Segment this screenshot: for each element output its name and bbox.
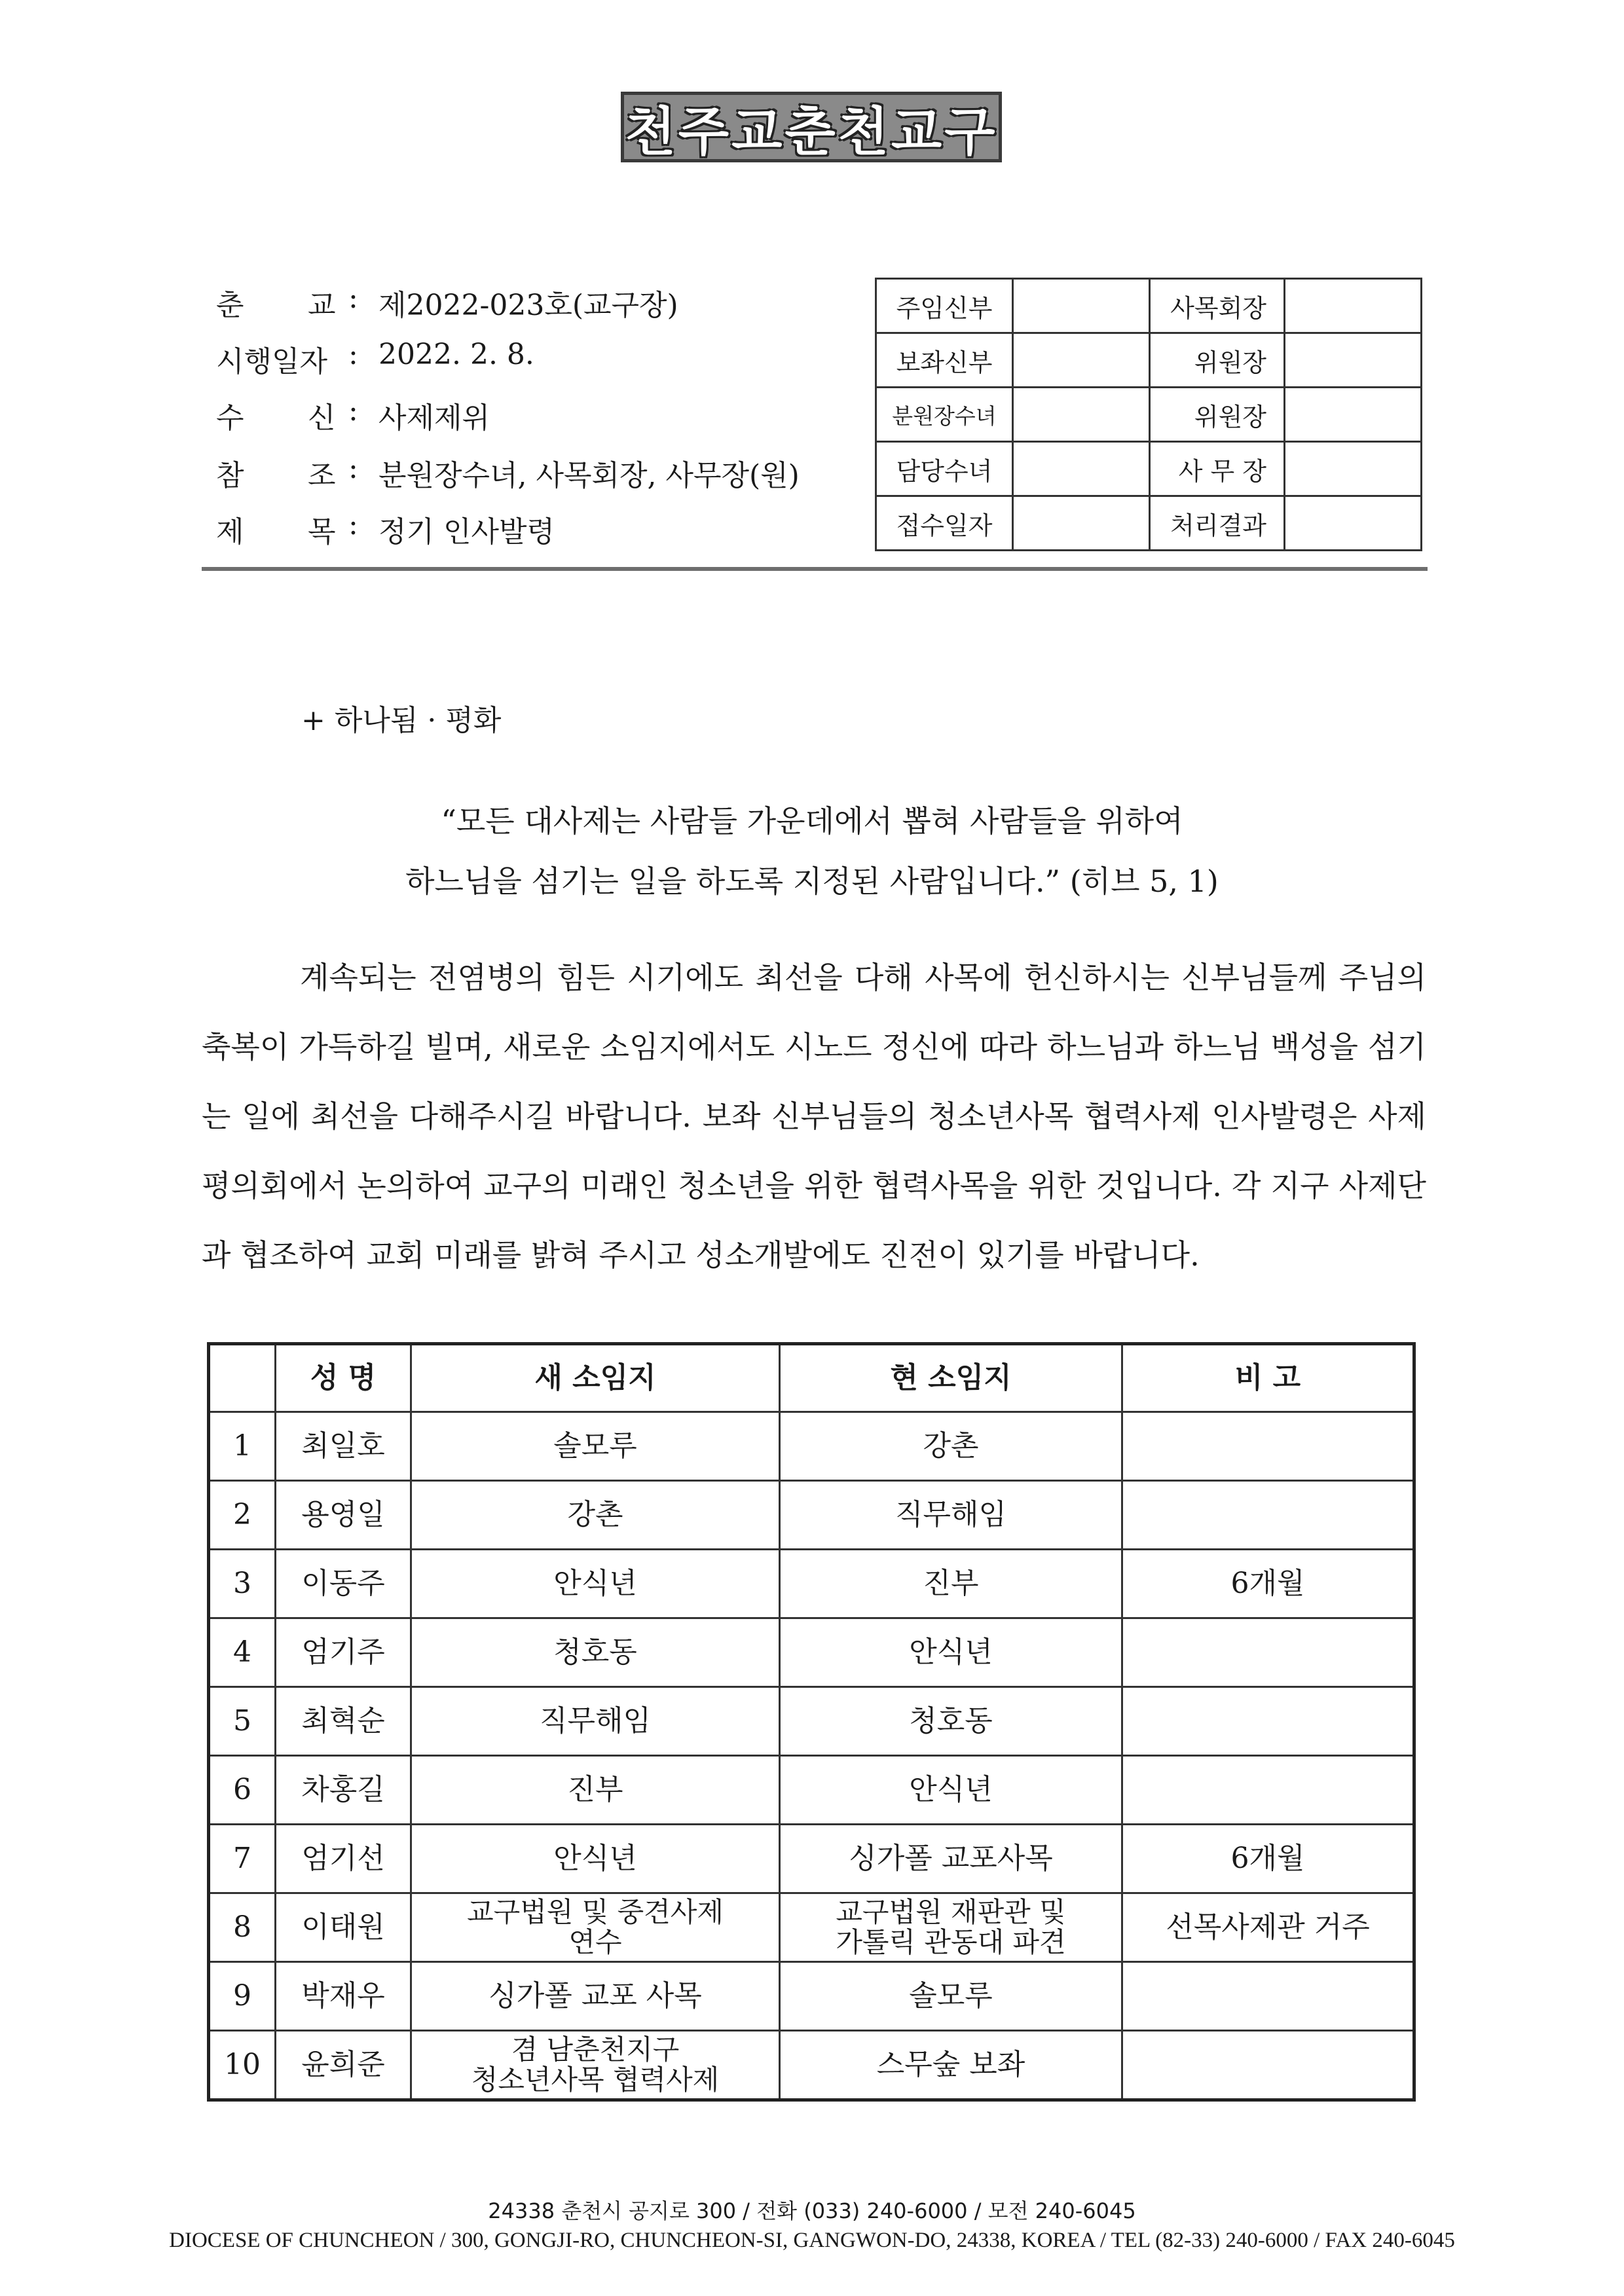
cell-line: 교구법원 및 중견사제 — [467, 1896, 724, 1928]
table-row — [209, 1825, 1414, 1893]
approval-signature-cell — [1285, 442, 1422, 496]
meta-label: 교 — [308, 289, 336, 322]
meta-label: 제 — [216, 515, 244, 549]
approval-signature-cell — [1013, 442, 1150, 496]
cell-remarks — [1122, 1687, 1414, 1756]
meta-label: 수 — [216, 401, 244, 435]
cell-number: 1 — [209, 1412, 276, 1481]
cell-new-assignment — [411, 2031, 780, 2100]
table-header-row — [209, 1344, 1414, 1412]
cell-number: 6 — [209, 1756, 276, 1825]
approval-label: 사목회장 — [1150, 279, 1285, 333]
cell-name: 차홍길 — [276, 1756, 411, 1825]
meta-colon: : — [348, 394, 358, 428]
meta-colon: : — [348, 338, 358, 371]
approval-signature-cell — [1013, 279, 1150, 333]
cell-remarks — [1122, 1618, 1414, 1687]
cell-number: 9 — [209, 1962, 276, 2031]
header-current-assignment: 현 소임지 — [780, 1344, 1122, 1412]
meta-value: 정기 인사발령 — [378, 515, 555, 549]
cell-number: 2 — [209, 1481, 276, 1550]
cell-line: 교구법원 재판관 및 — [836, 1896, 1066, 1928]
cell-new-assignment — [411, 1893, 780, 1962]
cell-number: 4 — [209, 1618, 276, 1687]
approval-signature-cell — [1285, 496, 1422, 551]
cell-name: 이동주 — [276, 1550, 411, 1618]
meta-label: 목 — [308, 515, 336, 549]
cell-current-assignment: 청호동 — [780, 1687, 1122, 1756]
meta-label: 조 — [308, 459, 336, 492]
cell-new-assignment: 안식년 — [411, 1825, 780, 1893]
cell-name: 이태원 — [276, 1893, 411, 1962]
cell-new-assignment: 직무해임 — [411, 1687, 780, 1756]
cell-current-assignment: 스무숲 보좌 — [780, 2031, 1122, 2100]
cell-remarks — [1122, 1412, 1414, 1481]
approval-signature-cell — [1013, 496, 1150, 551]
cell-remarks — [1122, 1756, 1414, 1825]
cell-current-assignment: 안식년 — [780, 1756, 1122, 1825]
cell-name: 최혁순 — [276, 1687, 411, 1756]
cell-current-assignment: 싱가폴 교포사목 — [780, 1825, 1122, 1893]
greeting: + 하나됨 · 평화 — [301, 704, 502, 737]
cell-new-assignment: 강촌 — [411, 1481, 780, 1550]
cell-current-assignment: 진부 — [780, 1550, 1122, 1618]
table-row — [209, 1962, 1414, 2031]
approval-label: 위원장 — [1150, 333, 1285, 388]
approval-row — [876, 388, 1422, 442]
masthead-title: 천주교춘천교구 — [625, 101, 998, 162]
approval-signature-cell — [1013, 388, 1150, 442]
header-number — [209, 1344, 276, 1412]
meta-value: 사제제위 — [378, 401, 490, 435]
meta-label: 시행일자 — [216, 345, 328, 378]
table-row — [209, 1550, 1414, 1618]
cell-number: 5 — [209, 1687, 276, 1756]
approval-label: 위원장 — [1150, 388, 1285, 442]
cell-new-assignment: 싱가폴 교포 사목 — [411, 1962, 780, 2031]
cell-name: 박재우 — [276, 1962, 411, 2031]
diocese-masthead — [621, 92, 1002, 162]
cell-new-assignment: 솔모루 — [411, 1412, 780, 1481]
approval-row — [876, 442, 1422, 496]
cell-current-assignment: 직무해임 — [780, 1481, 1122, 1550]
cell-number: 8 — [209, 1893, 276, 1962]
table-row — [209, 1481, 1414, 1550]
table-row — [209, 1687, 1414, 1756]
header-divider — [202, 567, 1428, 571]
cell-number: 10 — [209, 2031, 276, 2100]
footer-address-english: DIOCESE OF CHUNCHEON / 300, GONGJI-RO, CHUNCHEON-SI, GANGWON-DO, 24338, KOREA / TEL (82-33) 240-6000 / FAX 240-6045 — [169, 2229, 1455, 2252]
approval-row — [876, 333, 1422, 388]
personnel-table — [207, 1342, 1416, 2102]
cell-remarks — [1122, 1962, 1414, 2031]
cell-remarks: 선목사제관 거주 — [1122, 1893, 1414, 1962]
cell-name: 윤희준 — [276, 2031, 411, 2100]
meta-value: 분원장수녀, 사목회장, 사무장(원) — [378, 459, 800, 492]
meta-colon: : — [348, 508, 358, 541]
approval-box — [875, 278, 1422, 551]
approval-label: 사 무 장 — [1150, 442, 1285, 496]
cell-line: 연수 — [568, 1926, 622, 1958]
meta-value: 2022. 2. 8. — [378, 338, 534, 371]
cell-name: 용영일 — [276, 1481, 411, 1550]
meta-colon: : — [348, 452, 358, 485]
meta-label: 춘 — [216, 289, 244, 322]
approval-label: 처리결과 — [1150, 496, 1285, 551]
approval-signature-cell — [1013, 333, 1150, 388]
approval-row — [876, 279, 1422, 333]
table-row — [209, 1412, 1414, 1481]
approval-signature-cell — [1285, 388, 1422, 442]
approval-signature-cell — [1285, 333, 1422, 388]
cell-new-assignment: 진부 — [411, 1756, 780, 1825]
cell-new-assignment: 안식년 — [411, 1550, 780, 1618]
approval-label: 보좌신부 — [876, 333, 1013, 388]
meta-label: 신 — [308, 401, 336, 435]
cell-new-assignment: 청호동 — [411, 1618, 780, 1687]
approval-label: 주임신부 — [876, 279, 1013, 333]
cell-remarks — [1122, 1481, 1414, 1550]
approval-signature-cell — [1285, 279, 1422, 333]
body-paragraph: 계속되는 전염병의 힘든 시기에도 최선을 다해 사목에 헌신하시는 신부님들께 주님의 축복이 가득하길 빌며, 새로운 소임지에서도 시노드 정신에 따라 하느님과 하느님 백성을 섬기는 일에 최선을 다해주시길 바랍니다. 보좌 신부님들의 청소년사목 협력사제 인사발령은 사제 평의회에서 논의하여 교구의 미래인 청소년을 위한 협력사목을 위한 것입니다. 각 지구 사제단과 협조하여 교회 미래를 밝혀 주시고 성소개발에도 진전이 있기를 바랍니다. — [202, 960, 1426, 1273]
approval-label: 분원장수녀 — [876, 388, 1013, 442]
cell-line: 가톨릭 관동대 파견 — [836, 1926, 1066, 1958]
scripture-quote-line-2: 하느님을 섬기는 일을 하도록 지정된 사람입니다.” (히브 5, 1) — [405, 864, 1219, 899]
meta-colon: : — [348, 282, 358, 315]
cell-name: 엄기주 — [276, 1618, 411, 1687]
meta-value: 제2022-023호(교구장) — [378, 289, 678, 322]
cell-line: 겸 남춘천지구 — [511, 2033, 680, 2066]
table-row — [209, 1618, 1414, 1687]
footer-address-korean: 24338 춘천시 공지로 300 / 전화 (033) 240-6000 / 모전 240-6045 — [488, 2198, 1136, 2223]
cell-remarks: 6개월 — [1122, 1550, 1414, 1618]
cell-current-assignment: 안식년 — [780, 1618, 1122, 1687]
cell-name: 엄기선 — [276, 1825, 411, 1893]
header-remarks: 비 고 — [1122, 1344, 1414, 1412]
cell-number: 3 — [209, 1550, 276, 1618]
cell-name: 최일호 — [276, 1412, 411, 1481]
cell-number: 7 — [209, 1825, 276, 1893]
cell-line: 청소년사목 협력사제 — [471, 2064, 720, 2096]
cell-current-assignment: 솔모루 — [780, 1962, 1122, 2031]
table-row — [209, 1756, 1414, 1825]
header-new-assignment: 새 소임지 — [411, 1344, 780, 1412]
cell-remarks — [1122, 2031, 1414, 2100]
cell-current-assignment: 강촌 — [780, 1412, 1122, 1481]
cell-remarks: 6개월 — [1122, 1825, 1414, 1893]
approval-label: 담당수녀 — [876, 442, 1013, 496]
cell-current-assignment — [780, 1893, 1122, 1962]
header-name: 성 명 — [276, 1344, 411, 1412]
meta-label: 참 — [216, 459, 244, 492]
table-row — [209, 2031, 1414, 2100]
scripture-quote-line-1: “모든 대사제는 사람들 가운데에서 뽑혀 사람들을 위하여 — [441, 803, 1183, 839]
table-row — [209, 1893, 1414, 1962]
approval-row — [876, 496, 1422, 551]
approval-label: 접수일자 — [876, 496, 1013, 551]
